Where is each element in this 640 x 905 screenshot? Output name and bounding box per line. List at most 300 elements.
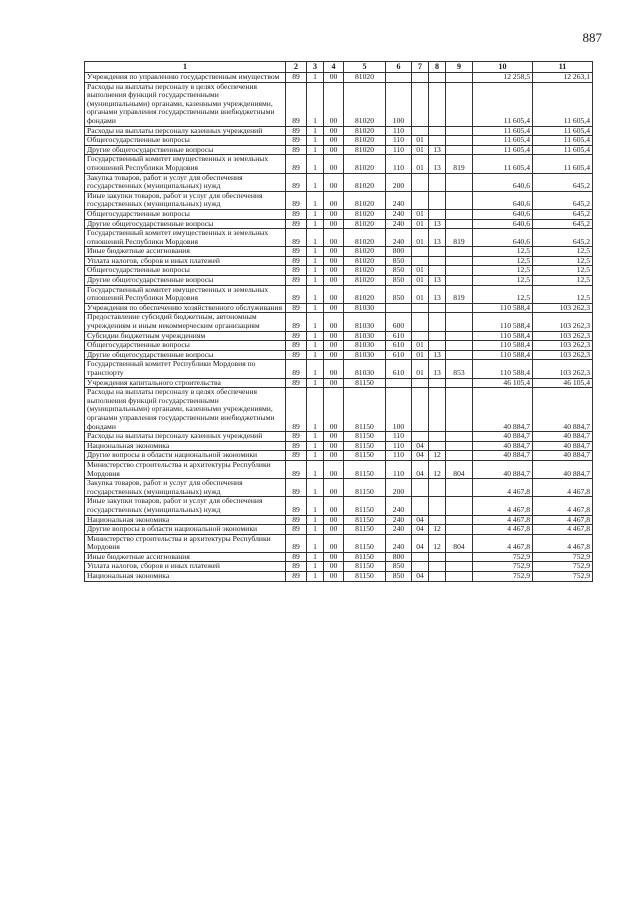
table-row <box>85 460 593 478</box>
cell-expense-type <box>386 73 412 83</box>
cell-target-article: 81020 <box>344 276 386 286</box>
cell-subsection <box>429 479 446 497</box>
table-row <box>85 525 593 535</box>
cell-amount-year-1: 110 588,4 <box>473 341 533 351</box>
cell-department <box>446 341 473 351</box>
cell-amount-year-1: 40 884,7 <box>473 388 533 432</box>
budget-table <box>84 61 593 582</box>
cell-department <box>446 432 473 442</box>
cell-department <box>446 451 473 461</box>
cell-code-a: 89 <box>286 515 307 525</box>
table-row <box>85 552 593 562</box>
cell-amount-year-1: 4 467,8 <box>473 515 533 525</box>
cell-subsection <box>429 247 446 257</box>
cell-code-c: 00 <box>324 432 344 442</box>
cell-amount-year-1: 40 884,7 <box>473 451 533 461</box>
cell-section: 04 <box>412 451 429 461</box>
cell-section: 04 <box>412 572 429 582</box>
cell-code-a: 89 <box>286 441 307 451</box>
cell-row-name: Другие вопросы в области национальной экономики <box>85 525 286 535</box>
cell-amount-year-1: 12,5 <box>473 285 533 303</box>
table-row <box>85 562 593 572</box>
cell-expense-type: 800 <box>386 247 412 257</box>
cell-code-c: 00 <box>324 534 344 552</box>
cell-code-a: 89 <box>286 534 307 552</box>
cell-target-article: 81150 <box>344 451 386 461</box>
cell-amount-year-1: 110 588,4 <box>473 313 533 331</box>
cell-row-name: Министерство строительства и архитектуры Республики Мордовия <box>85 534 286 552</box>
cell-subsection <box>429 313 446 331</box>
cell-department <box>446 173 473 191</box>
cell-department <box>446 388 473 432</box>
table-row <box>85 479 593 497</box>
cell-amount-year-2: 752,9 <box>533 562 593 572</box>
cell-amount-year-1: 752,9 <box>473 562 533 572</box>
cell-expense-type: 800 <box>386 552 412 562</box>
cell-code-a: 89 <box>286 173 307 191</box>
table-row <box>85 360 593 378</box>
cell-section <box>412 247 429 257</box>
cell-code-a: 89 <box>286 191 307 209</box>
header-cell: 6 <box>386 62 412 73</box>
cell-section <box>412 256 429 266</box>
cell-section: 01 <box>412 341 429 351</box>
cell-code-c: 00 <box>324 145 344 155</box>
cell-department <box>446 266 473 276</box>
cell-department <box>446 126 473 136</box>
cell-amount-year-2: 40 884,7 <box>533 441 593 451</box>
cell-code-b: 1 <box>307 432 324 442</box>
cell-code-a: 89 <box>286 562 307 572</box>
cell-code-c: 00 <box>324 515 344 525</box>
table-row <box>85 256 593 266</box>
cell-row-name: Национальная экономика <box>85 441 286 451</box>
cell-code-c: 00 <box>324 460 344 478</box>
cell-target-article: 81150 <box>344 572 386 582</box>
cell-code-c: 00 <box>324 173 344 191</box>
cell-code-a: 89 <box>286 155 307 173</box>
cell-target-article: 81020 <box>344 73 386 83</box>
cell-amount-year-2: 103 262,3 <box>533 313 593 331</box>
cell-department: 804 <box>446 534 473 552</box>
cell-target-article: 81150 <box>344 460 386 478</box>
cell-code-b: 1 <box>307 209 324 219</box>
cell-code-b: 1 <box>307 126 324 136</box>
table-row <box>85 191 593 209</box>
cell-row-name: Иные закупки товаров, работ и услуг для обеспечения государственных (муниципальных) нужд <box>85 497 286 515</box>
cell-code-a: 89 <box>286 209 307 219</box>
cell-amount-year-2: 11 605,4 <box>533 126 593 136</box>
cell-row-name: Расходы на выплаты персоналу казенных учреждений <box>85 432 286 442</box>
cell-code-a: 89 <box>286 388 307 432</box>
cell-row-name: Национальная экономика <box>85 572 286 582</box>
cell-subsection: 13 <box>429 276 446 286</box>
cell-amount-year-1: 40 884,7 <box>473 441 533 451</box>
cell-amount-year-2: 12,5 <box>533 266 593 276</box>
cell-row-name: Государственный комитет имущественных и земельных отношений Республики Мордовия <box>85 285 286 303</box>
cell-target-article: 81150 <box>344 378 386 388</box>
cell-code-b: 1 <box>307 378 324 388</box>
cell-section: 01 <box>412 209 429 219</box>
header-cell: 8 <box>429 62 446 73</box>
cell-amount-year-2: 12,5 <box>533 285 593 303</box>
table-row <box>85 534 593 552</box>
cell-subsection: 12 <box>429 525 446 535</box>
cell-expense-type: 110 <box>386 136 412 146</box>
cell-section: 01 <box>412 155 429 173</box>
cell-expense-type: 110 <box>386 126 412 136</box>
cell-amount-year-2: 103 262,3 <box>533 331 593 341</box>
cell-section <box>412 552 429 562</box>
cell-section <box>412 331 429 341</box>
table-row <box>85 572 593 582</box>
cell-subsection <box>429 303 446 313</box>
cell-amount-year-2: 4 467,8 <box>533 479 593 497</box>
cell-subsection <box>429 515 446 525</box>
cell-department <box>446 73 473 83</box>
cell-code-a: 89 <box>286 451 307 461</box>
cell-row-name: Другие общегосударственные вопросы <box>85 350 286 360</box>
cell-code-c: 00 <box>324 155 344 173</box>
table-row <box>85 341 593 351</box>
page-number: 887 <box>582 30 602 45</box>
cell-department <box>446 552 473 562</box>
cell-target-article: 81020 <box>344 145 386 155</box>
cell-code-b: 1 <box>307 266 324 276</box>
table-row <box>85 432 593 442</box>
table-row <box>85 266 593 276</box>
cell-department <box>446 515 473 525</box>
cell-code-c: 00 <box>324 360 344 378</box>
cell-section <box>412 126 429 136</box>
cell-department: 819 <box>446 285 473 303</box>
cell-expense-type: 610 <box>386 331 412 341</box>
cell-code-a: 89 <box>286 82 307 126</box>
cell-amount-year-1: 110 588,4 <box>473 350 533 360</box>
cell-code-b: 1 <box>307 441 324 451</box>
cell-target-article: 81020 <box>344 191 386 209</box>
table-row <box>85 497 593 515</box>
cell-expense-type: 110 <box>386 155 412 173</box>
cell-amount-year-2: 4 467,8 <box>533 497 593 515</box>
cell-code-b: 1 <box>307 479 324 497</box>
cell-row-name: Закупка товаров, работ и услуг для обеспечения государственных (муниципальных) нужд <box>85 479 286 497</box>
table-header <box>85 62 593 73</box>
cell-code-a: 89 <box>286 276 307 286</box>
cell-code-a: 89 <box>286 552 307 562</box>
cell-amount-year-2: 40 884,7 <box>533 451 593 461</box>
cell-expense-type: 110 <box>386 432 412 442</box>
cell-department <box>446 378 473 388</box>
cell-amount-year-2: 645,2 <box>533 209 593 219</box>
cell-section: 01 <box>412 360 429 378</box>
cell-row-name: Государственный комитет Республики Мордовия по транспорту <box>85 360 286 378</box>
cell-subsection <box>429 209 446 219</box>
cell-row-name: Расходы на выплаты персоналу в целях обеспечения выполнения функций государственными (муниципальными) органами, казенными учреждениями, органами управления государственными внебюджетными фондами <box>85 388 286 432</box>
cell-amount-year-1: 752,9 <box>473 572 533 582</box>
table-row <box>85 73 593 83</box>
cell-code-a: 89 <box>286 432 307 442</box>
cell-code-b: 1 <box>307 256 324 266</box>
table-row <box>85 173 593 191</box>
cell-department: 819 <box>446 229 473 247</box>
cell-section: 01 <box>412 229 429 247</box>
cell-code-a: 89 <box>286 350 307 360</box>
cell-section: 04 <box>412 515 429 525</box>
table-row <box>85 247 593 257</box>
cell-code-a: 89 <box>286 525 307 535</box>
cell-code-b: 1 <box>307 388 324 432</box>
cell-target-article: 81150 <box>344 432 386 442</box>
cell-code-a: 89 <box>286 126 307 136</box>
cell-row-name: Учреждения по управлению государственным имуществом <box>85 73 286 83</box>
cell-target-article: 81030 <box>344 360 386 378</box>
cell-department <box>446 572 473 582</box>
cell-expense-type: 240 <box>386 497 412 515</box>
cell-code-a: 89 <box>286 378 307 388</box>
cell-department <box>446 145 473 155</box>
cell-target-article: 81020 <box>344 285 386 303</box>
cell-subsection: 13 <box>429 155 446 173</box>
header-cell: 3 <box>307 62 324 73</box>
cell-target-article: 81030 <box>344 313 386 331</box>
cell-code-b: 1 <box>307 73 324 83</box>
cell-section: 04 <box>412 441 429 451</box>
cell-code-b: 1 <box>307 341 324 351</box>
cell-code-b: 1 <box>307 136 324 146</box>
cell-expense-type: 850 <box>386 562 412 572</box>
cell-expense-type: 850 <box>386 276 412 286</box>
cell-subsection <box>429 266 446 276</box>
table-row <box>85 515 593 525</box>
table-row <box>85 350 593 360</box>
cell-code-c: 00 <box>324 229 344 247</box>
cell-row-name: Закупка товаров, работ и услуг для обеспечения государственных (муниципальных) нужд <box>85 173 286 191</box>
cell-code-b: 1 <box>307 285 324 303</box>
cell-code-b: 1 <box>307 155 324 173</box>
table-row <box>85 441 593 451</box>
cell-department: 819 <box>446 155 473 173</box>
cell-amount-year-1: 11 605,4 <box>473 145 533 155</box>
cell-expense-type: 610 <box>386 360 412 378</box>
cell-amount-year-2: 11 605,4 <box>533 136 593 146</box>
cell-subsection <box>429 497 446 515</box>
cell-code-a: 89 <box>286 313 307 331</box>
cell-row-name: Предоставление субсидий бюджетным, автономным учреждениям и иным некоммерческим организациям <box>85 313 286 331</box>
cell-subsection <box>429 552 446 562</box>
cell-amount-year-1: 11 605,4 <box>473 155 533 173</box>
cell-amount-year-1: 110 588,4 <box>473 360 533 378</box>
cell-code-c: 00 <box>324 572 344 582</box>
cell-department <box>446 256 473 266</box>
cell-row-name: Расходы на выплаты персоналу казенных учреждений <box>85 126 286 136</box>
cell-code-a: 89 <box>286 219 307 229</box>
cell-code-c: 00 <box>324 82 344 126</box>
cell-code-c: 00 <box>324 191 344 209</box>
cell-amount-year-2: 11 605,4 <box>533 82 593 126</box>
cell-amount-year-2: 12,5 <box>533 256 593 266</box>
cell-row-name: Другие общегосударственные вопросы <box>85 276 286 286</box>
cell-section: 01 <box>412 145 429 155</box>
cell-amount-year-1: 4 467,8 <box>473 479 533 497</box>
cell-code-a: 89 <box>286 285 307 303</box>
cell-code-a: 89 <box>286 266 307 276</box>
cell-amount-year-1: 12 258,5 <box>473 73 533 83</box>
cell-target-article: 81150 <box>344 479 386 497</box>
cell-amount-year-2: 4 467,8 <box>533 525 593 535</box>
cell-row-name: Другие общегосударственные вопросы <box>85 145 286 155</box>
cell-expense-type: 200 <box>386 173 412 191</box>
cell-expense-type: 200 <box>386 479 412 497</box>
cell-expense-type: 110 <box>386 441 412 451</box>
cell-amount-year-1: 640,6 <box>473 229 533 247</box>
cell-expense-type <box>386 303 412 313</box>
cell-row-name: Общегосударственные вопросы <box>85 266 286 276</box>
cell-department <box>446 350 473 360</box>
table-row <box>85 229 593 247</box>
cell-section: 04 <box>412 460 429 478</box>
cell-department <box>446 497 473 515</box>
cell-amount-year-1: 640,6 <box>473 219 533 229</box>
cell-subsection <box>429 388 446 432</box>
cell-target-article: 81020 <box>344 229 386 247</box>
cell-code-b: 1 <box>307 552 324 562</box>
cell-department <box>446 441 473 451</box>
cell-expense-type: 850 <box>386 285 412 303</box>
cell-code-a: 89 <box>286 145 307 155</box>
cell-subsection: 13 <box>429 360 446 378</box>
cell-expense-type: 110 <box>386 460 412 478</box>
cell-expense-type: 110 <box>386 451 412 461</box>
cell-subsection <box>429 136 446 146</box>
cell-code-a: 89 <box>286 73 307 83</box>
cell-subsection: 12 <box>429 451 446 461</box>
cell-amount-year-2: 103 262,3 <box>533 350 593 360</box>
table-row <box>85 126 593 136</box>
cell-section <box>412 479 429 497</box>
cell-target-article: 81150 <box>344 552 386 562</box>
cell-department <box>446 247 473 257</box>
cell-code-c: 00 <box>324 219 344 229</box>
cell-amount-year-1: 110 588,4 <box>473 331 533 341</box>
cell-section <box>412 388 429 432</box>
cell-expense-type: 240 <box>386 525 412 535</box>
cell-target-article: 81150 <box>344 388 386 432</box>
cell-target-article: 81030 <box>344 303 386 313</box>
cell-code-c: 00 <box>324 303 344 313</box>
cell-subsection <box>429 73 446 83</box>
cell-amount-year-2: 40 884,7 <box>533 388 593 432</box>
table-row <box>85 388 593 432</box>
cell-section: 01 <box>412 136 429 146</box>
cell-subsection: 12 <box>429 534 446 552</box>
cell-code-c: 00 <box>324 285 344 303</box>
header-cell: 9 <box>446 62 473 73</box>
cell-department <box>446 562 473 572</box>
cell-amount-year-1: 640,6 <box>473 209 533 219</box>
cell-expense-type <box>386 378 412 388</box>
header-cell: 5 <box>344 62 386 73</box>
cell-subsection <box>429 432 446 442</box>
cell-amount-year-1: 11 605,4 <box>473 126 533 136</box>
cell-code-a: 89 <box>286 360 307 378</box>
cell-code-b: 1 <box>307 173 324 191</box>
cell-amount-year-2: 4 467,8 <box>533 534 593 552</box>
cell-amount-year-2: 103 262,3 <box>533 360 593 378</box>
cell-target-article: 81020 <box>344 209 386 219</box>
cell-department <box>446 525 473 535</box>
cell-amount-year-2: 103 262,3 <box>533 303 593 313</box>
cell-subsection <box>429 173 446 191</box>
table-body <box>85 73 593 582</box>
table-row <box>85 331 593 341</box>
cell-code-b: 1 <box>307 460 324 478</box>
cell-amount-year-2: 645,2 <box>533 219 593 229</box>
cell-target-article: 81020 <box>344 256 386 266</box>
cell-code-b: 1 <box>307 191 324 209</box>
cell-expense-type: 850 <box>386 572 412 582</box>
cell-section: 04 <box>412 525 429 535</box>
cell-expense-type: 610 <box>386 350 412 360</box>
cell-target-article: 81030 <box>344 350 386 360</box>
cell-expense-type: 100 <box>386 388 412 432</box>
cell-section: 01 <box>412 350 429 360</box>
cell-amount-year-2: 12,5 <box>533 247 593 257</box>
cell-subsection <box>429 441 446 451</box>
cell-code-c: 00 <box>324 341 344 351</box>
table-row <box>85 209 593 219</box>
cell-row-name: Общегосударственные вопросы <box>85 136 286 146</box>
header-cell: 2 <box>286 62 307 73</box>
cell-code-c: 00 <box>324 256 344 266</box>
cell-subsection <box>429 82 446 126</box>
cell-code-b: 1 <box>307 534 324 552</box>
cell-code-c: 00 <box>324 378 344 388</box>
cell-amount-year-1: 46 105,4 <box>473 378 533 388</box>
cell-amount-year-1: 12,5 <box>473 266 533 276</box>
cell-expense-type: 240 <box>386 209 412 219</box>
cell-code-b: 1 <box>307 219 324 229</box>
cell-target-article: 81020 <box>344 247 386 257</box>
table-row <box>85 155 593 173</box>
cell-expense-type: 240 <box>386 515 412 525</box>
cell-subsection <box>429 378 446 388</box>
cell-code-c: 00 <box>324 479 344 497</box>
cell-target-article: 81150 <box>344 497 386 515</box>
cell-code-b: 1 <box>307 82 324 126</box>
cell-row-name: Иные бюджетные ассигнования <box>85 247 286 257</box>
cell-section <box>412 497 429 515</box>
cell-amount-year-2: 46 105,4 <box>533 378 593 388</box>
cell-amount-year-2: 40 884,7 <box>533 460 593 478</box>
cell-code-b: 1 <box>307 525 324 535</box>
cell-target-article: 81020 <box>344 219 386 229</box>
cell-row-name: Иные бюджетные ассигнования <box>85 552 286 562</box>
header-cell: 10 <box>473 62 533 73</box>
cell-code-c: 00 <box>324 209 344 219</box>
cell-target-article: 81030 <box>344 341 386 351</box>
cell-code-c: 00 <box>324 451 344 461</box>
cell-code-b: 1 <box>307 451 324 461</box>
cell-code-a: 89 <box>286 479 307 497</box>
cell-amount-year-2: 11 605,4 <box>533 155 593 173</box>
cell-code-c: 00 <box>324 388 344 432</box>
cell-code-c: 00 <box>324 247 344 257</box>
cell-target-article: 81150 <box>344 515 386 525</box>
table-row <box>85 303 593 313</box>
cell-code-c: 00 <box>324 350 344 360</box>
cell-row-name: Учреждения капитального строительства <box>85 378 286 388</box>
